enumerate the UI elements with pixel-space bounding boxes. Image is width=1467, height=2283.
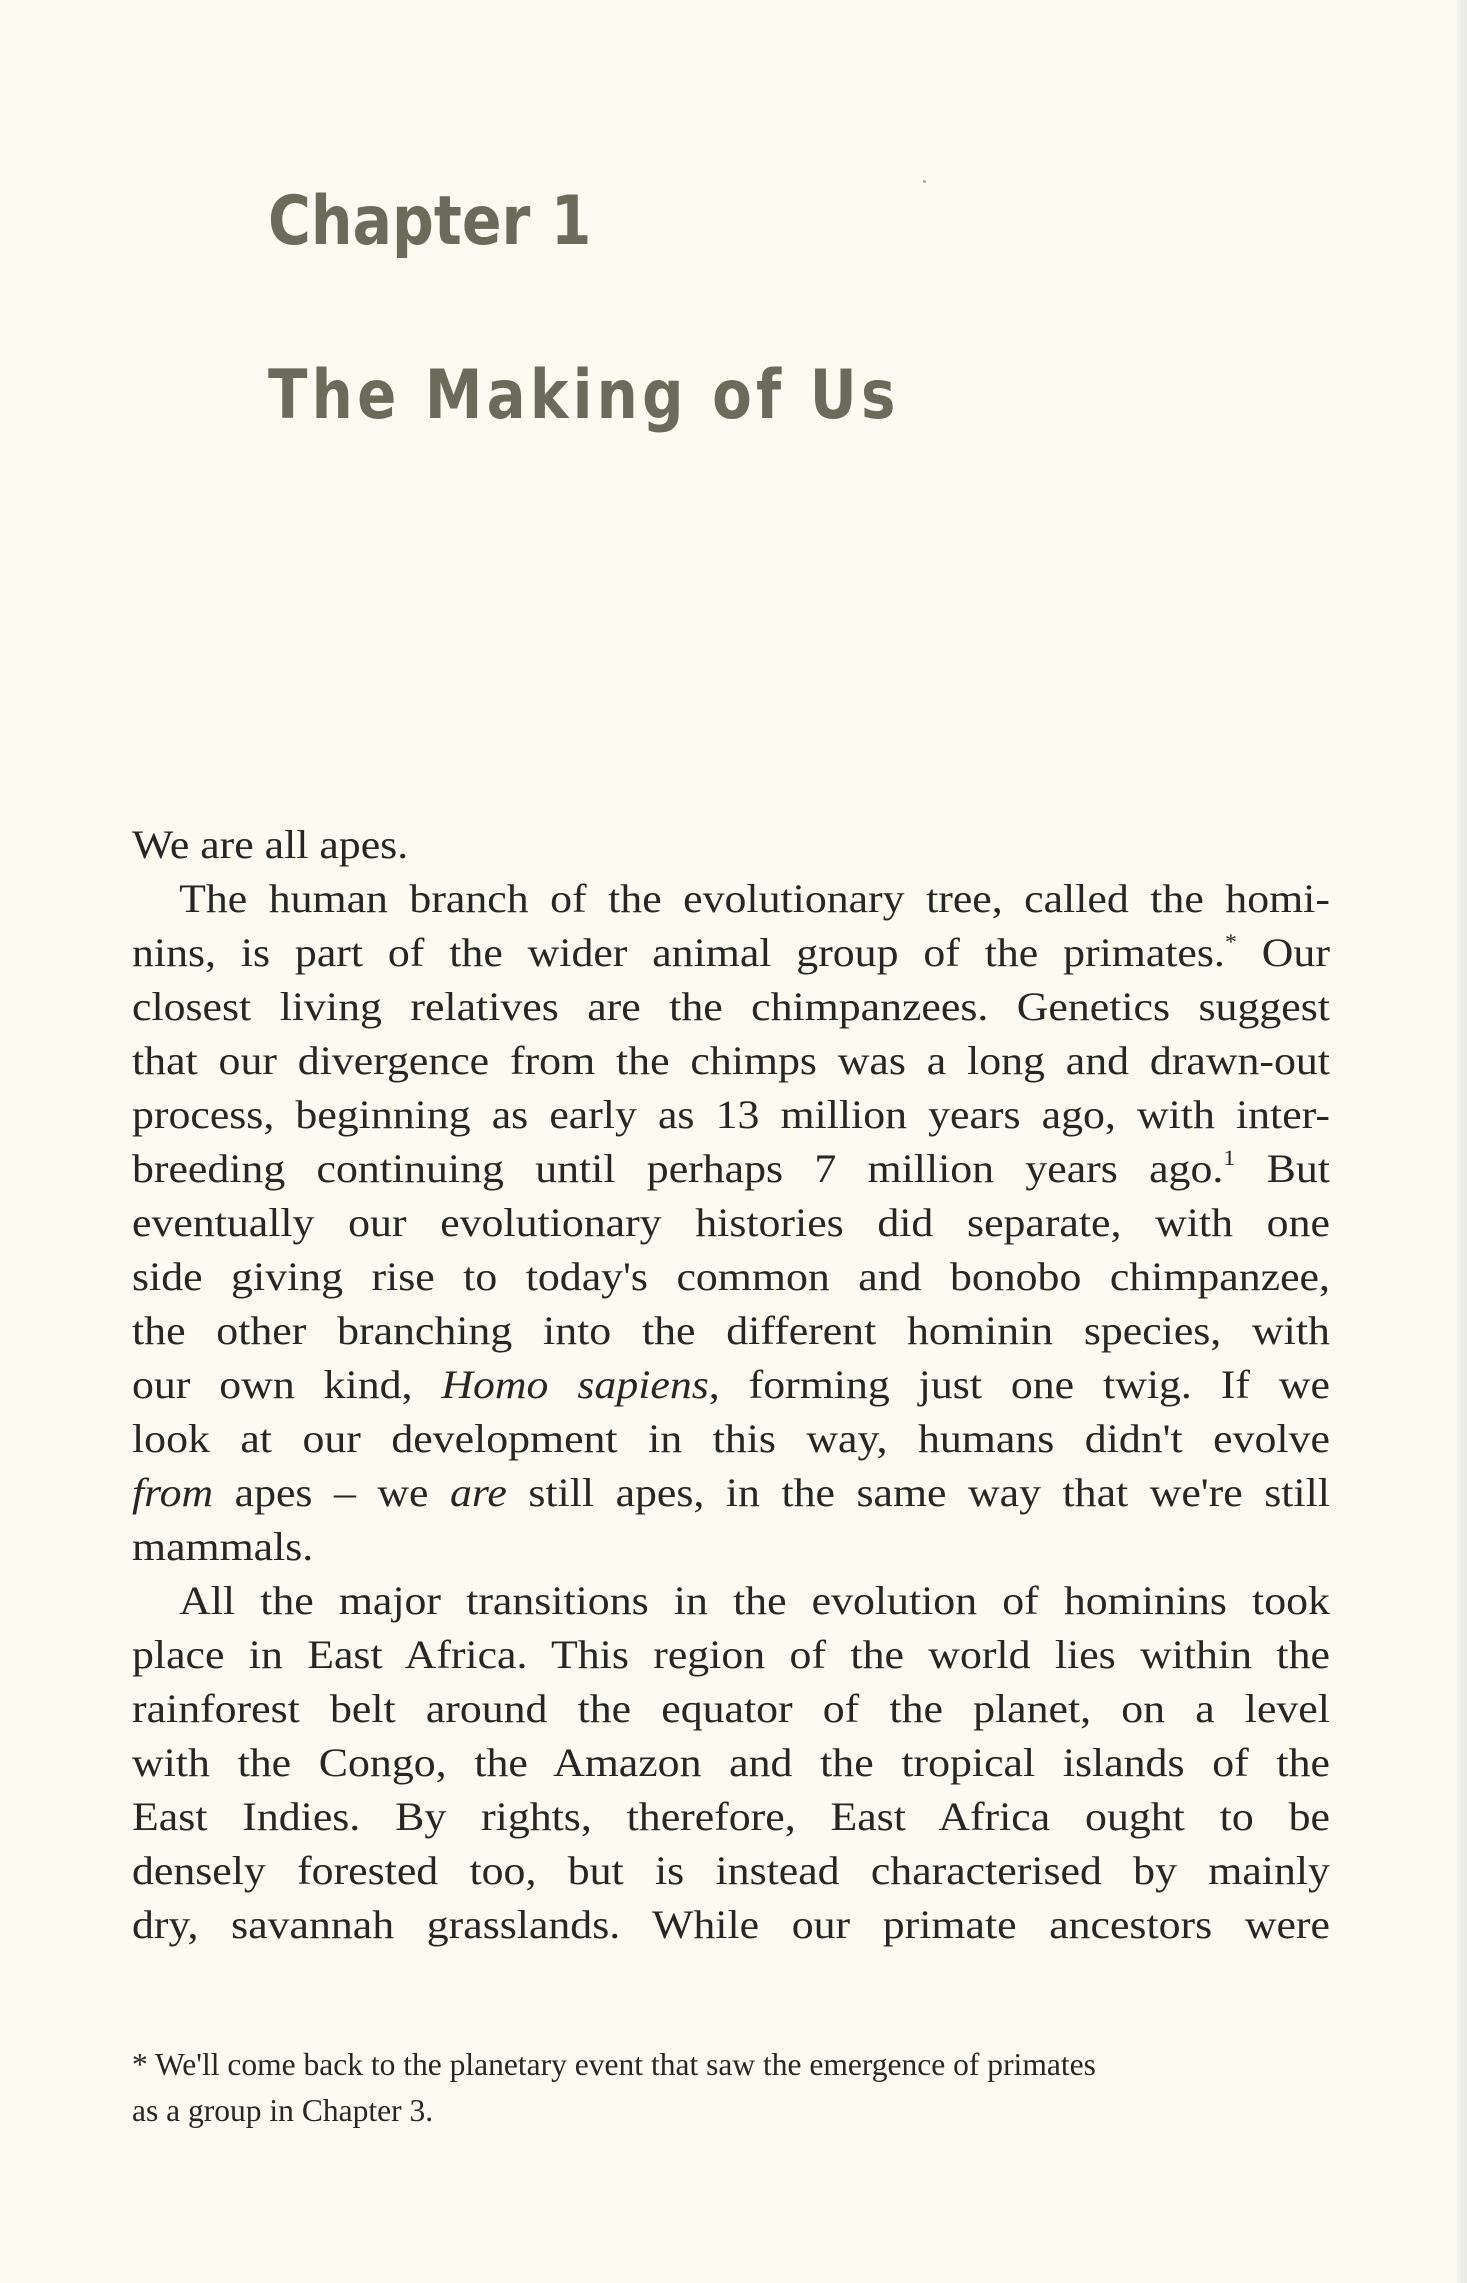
text-line: nins, is part of the wider animal group of the primates.* Our: [132, 929, 1330, 975]
text-line: place in East Africa. This region of the world lies within the: [132, 1632, 1330, 1677]
text-line: All the major transitions in the evolution of hominins took: [179, 1578, 1330, 1623]
text-line: closest living relatives are the chimpanzees. Genetics suggest: [132, 984, 1330, 1029]
text-line: with the Congo, the Amazon and the tropical islands of the: [132, 1740, 1330, 1785]
footnote-line: as a group in Chapter 3.: [132, 2092, 434, 2128]
footnote: [132, 2041, 1314, 2133]
text-line: breeding continuing until perhaps 7 million years ago.$^1$ But: [132, 1145, 1330, 1191]
text-line: side giving rise to today's common and bonobo chimpanzee,: [132, 1254, 1330, 1299]
text-line: East Indies. By rights, therefore, East Africa ought to be: [132, 1794, 1330, 1839]
text-line: our own kind, Homo sapiens, forming just one twig. If we: [132, 1362, 1330, 1407]
paragraph-1: We are all apes.: [132, 822, 409, 867]
endnote-marker: 1: [1223, 1145, 1236, 1170]
text-line: mammals.: [132, 1524, 314, 1569]
text-line: The human branch of the evolutionary tree, called the homi-: [179, 876, 1330, 921]
text-line: the other branching into the different hominin species, with: [132, 1308, 1330, 1353]
chapter-title: The Making of Us: [268, 356, 900, 435]
text-line: from apes – we are still apes, in the same way that we're still: [132, 1470, 1330, 1515]
footnote-marker: *: [1224, 929, 1237, 954]
species-name: Homo sapiens: [441, 1362, 709, 1407]
paper-speck: [923, 180, 926, 183]
footnote-line: * We'll come back to the planetary event that saw the emergence of primates: [132, 2046, 1096, 2082]
body-text: [132, 818, 1330, 1952]
text-line: eventually our evolutionary histories did separate, with one: [132, 1200, 1330, 1245]
text-line: that our divergence from the chimps was a long and drawn-out: [132, 1038, 1330, 1083]
chapter-number: Chapter 1: [268, 182, 592, 261]
text-line: rainforest belt around the equator of the planet, on a level: [132, 1686, 1330, 1731]
page-edge-shadow: [1457, 0, 1467, 2283]
text-line: look at our development in this way, humans didn't evolve: [132, 1416, 1330, 1461]
text-line: process, beginning as early as 13 million years ago, with inter-: [132, 1092, 1330, 1137]
text-line: dry, savannah grasslands. While our primate ancestors were: [132, 1902, 1330, 1947]
text-line: densely forested too, but is instead characterised by mainly: [132, 1848, 1330, 1893]
